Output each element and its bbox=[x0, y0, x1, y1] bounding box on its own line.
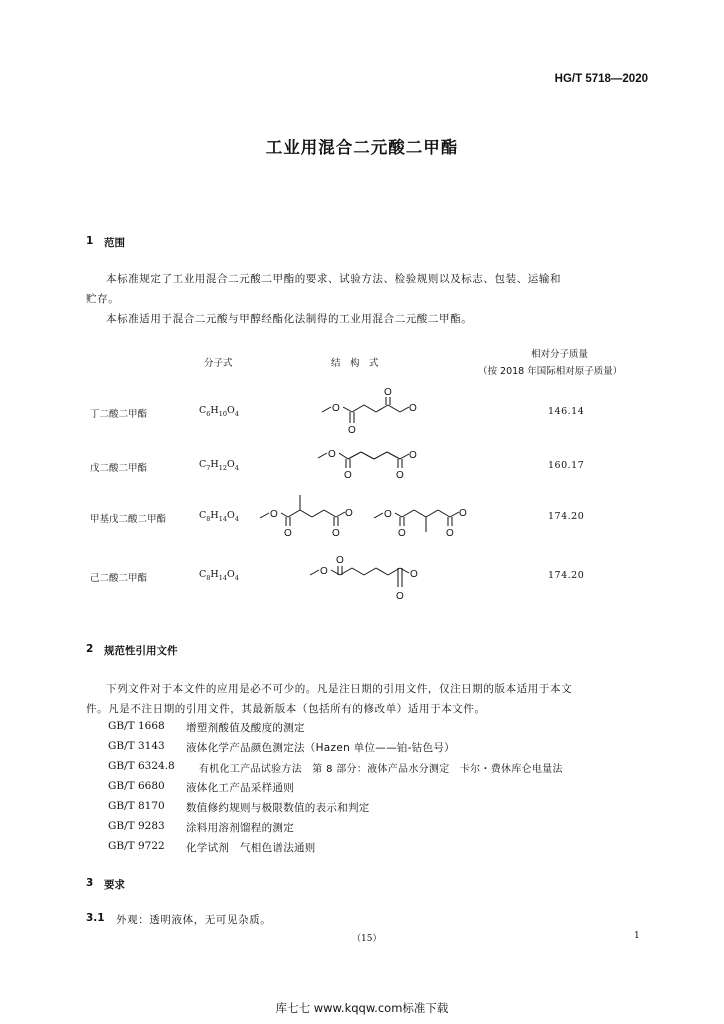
structure-succinate bbox=[322, 387, 417, 436]
ref-code-3: GB/T 6324.8 bbox=[108, 760, 175, 772]
molar-mass-4: 174.20 bbox=[548, 570, 585, 581]
section2-intro-line2: 件。凡是不注日期的引用文件，其最新版本（包括所有的修改单）适用于本文件。 bbox=[86, 703, 486, 715]
svg-text:O: O bbox=[410, 569, 418, 580]
section1-number: 1 bbox=[86, 235, 94, 247]
table-header-structure: 结 构 式 bbox=[331, 358, 379, 369]
watermark: 库七七 www.kqqw.com标准下载 bbox=[275, 1001, 449, 1015]
svg-text:O: O bbox=[328, 449, 336, 460]
section2-number: 2 bbox=[86, 643, 94, 655]
section1-para2: 本标准适用于混合二元酸与甲醇经酯化法制得的工业用混合二元酸二甲酯。 bbox=[106, 313, 473, 325]
table-header-formula: 分子式 bbox=[204, 358, 233, 369]
svg-text:O: O bbox=[336, 555, 344, 566]
ref-code-5: GB/T 8170 bbox=[108, 800, 165, 812]
structure-adipate bbox=[310, 555, 418, 602]
svg-text:O: O bbox=[332, 528, 340, 539]
section1-heading: 范围 bbox=[104, 237, 125, 249]
svg-text:O: O bbox=[396, 591, 404, 602]
svg-text:O: O bbox=[284, 528, 292, 539]
ref-code-1: GB/T 1668 bbox=[108, 720, 165, 732]
svg-text:O: O bbox=[409, 450, 417, 461]
section1-para1-line2: 贮存。 bbox=[86, 293, 120, 305]
item-3-1-number: 3.1 bbox=[86, 912, 105, 924]
compound-name-4: 己二酸二甲酯 bbox=[90, 573, 148, 584]
structure-methylglutarate-b bbox=[374, 508, 467, 539]
page-number: 1 bbox=[634, 931, 640, 941]
section2-heading: 规范性引用文件 bbox=[104, 645, 178, 657]
ref-title-3: 有机化工产品试验方法 第 8 部分：液体产品水分测定 卡尔・费休库仑电量法 bbox=[199, 764, 563, 775]
ref-title-4: 液体化工产品采样通则 bbox=[186, 782, 294, 794]
svg-text:O: O bbox=[384, 387, 392, 398]
ref-title-1: 增塑剂酸值及酸度的测定 bbox=[186, 722, 305, 734]
ref-code-2: GB/T 3143 bbox=[108, 740, 165, 752]
molecular-formula-3: $C_8H_{14}O_4$ bbox=[199, 510, 239, 523]
section3-number: 3 bbox=[86, 877, 94, 889]
molecular-formula-4: $C_8H_{14}O_4$ bbox=[199, 569, 239, 582]
svg-text:O: O bbox=[270, 509, 278, 520]
section3-heading: 要求 bbox=[104, 879, 125, 891]
molecular-formula-1: $C_6H_{10}O_4$ bbox=[199, 405, 239, 418]
svg-text:O: O bbox=[348, 425, 356, 436]
structure-methylglutarate-a bbox=[260, 495, 353, 539]
standard-code: HG/T 5718—2020 bbox=[554, 73, 648, 85]
svg-text:O: O bbox=[332, 403, 340, 414]
compound-name-3: 甲基戊二酸二甲酯 bbox=[90, 514, 167, 525]
molar-mass-3: 174.20 bbox=[548, 511, 585, 522]
ref-title-6: 涂料用溶剂馏程的测定 bbox=[186, 822, 294, 834]
compound-name-2: 戊二酸二甲酯 bbox=[90, 463, 148, 474]
table-header-mass-note: （按 2018 年国际相对原子质量） bbox=[478, 366, 623, 377]
svg-text:O: O bbox=[398, 528, 406, 539]
molecular-formula-2: $C_7H_{12}O_4$ bbox=[199, 459, 239, 472]
item-3-1-text: 外观：透明液体，无可见杂质。 bbox=[116, 914, 272, 926]
ref-title-2: 液体化学产品颜色测定法（Hazen 单位——铂-钴色号） bbox=[186, 742, 455, 754]
molar-mass-2: 160.17 bbox=[548, 460, 585, 471]
table-header-mass: 相对分子质量 bbox=[531, 349, 589, 360]
structure-glutarate bbox=[318, 449, 417, 481]
molar-mass-1: 146.14 bbox=[548, 406, 585, 417]
section2-intro-line1: 下列文件对于本文件的应用是必不可少的。凡是注日期的引用文件，仅注日期的版本适用于本文 bbox=[106, 683, 573, 695]
section1-para1-line1: 本标准规定了工业用混合二元酸二甲酯的要求、试验方法、检验规则以及标志、包装、运输和 bbox=[106, 273, 562, 285]
svg-text:O: O bbox=[320, 566, 328, 577]
svg-text:O: O bbox=[396, 470, 404, 481]
ref-title-7: 化学试剂 气相色谱法通则 bbox=[186, 842, 316, 854]
svg-text:O: O bbox=[409, 403, 417, 414]
svg-text:O: O bbox=[344, 470, 352, 481]
ref-code-7: GB/T 9722 bbox=[108, 840, 165, 852]
svg-text:O: O bbox=[446, 528, 454, 539]
document-title: 工业用混合二元酸二甲酯 bbox=[265, 138, 459, 157]
svg-text:O: O bbox=[384, 509, 392, 520]
ref-title-5: 数值修约规则与极限数值的表示和判定 bbox=[186, 802, 370, 814]
svg-text:O: O bbox=[345, 508, 353, 519]
compound-name-1: 丁二酸二甲酯 bbox=[90, 409, 148, 420]
ref-code-6: GB/T 9283 bbox=[108, 820, 165, 832]
footer-center-number: （15） bbox=[352, 934, 382, 944]
svg-text:O: O bbox=[459, 508, 467, 519]
ref-code-4: GB/T 6680 bbox=[108, 780, 165, 792]
